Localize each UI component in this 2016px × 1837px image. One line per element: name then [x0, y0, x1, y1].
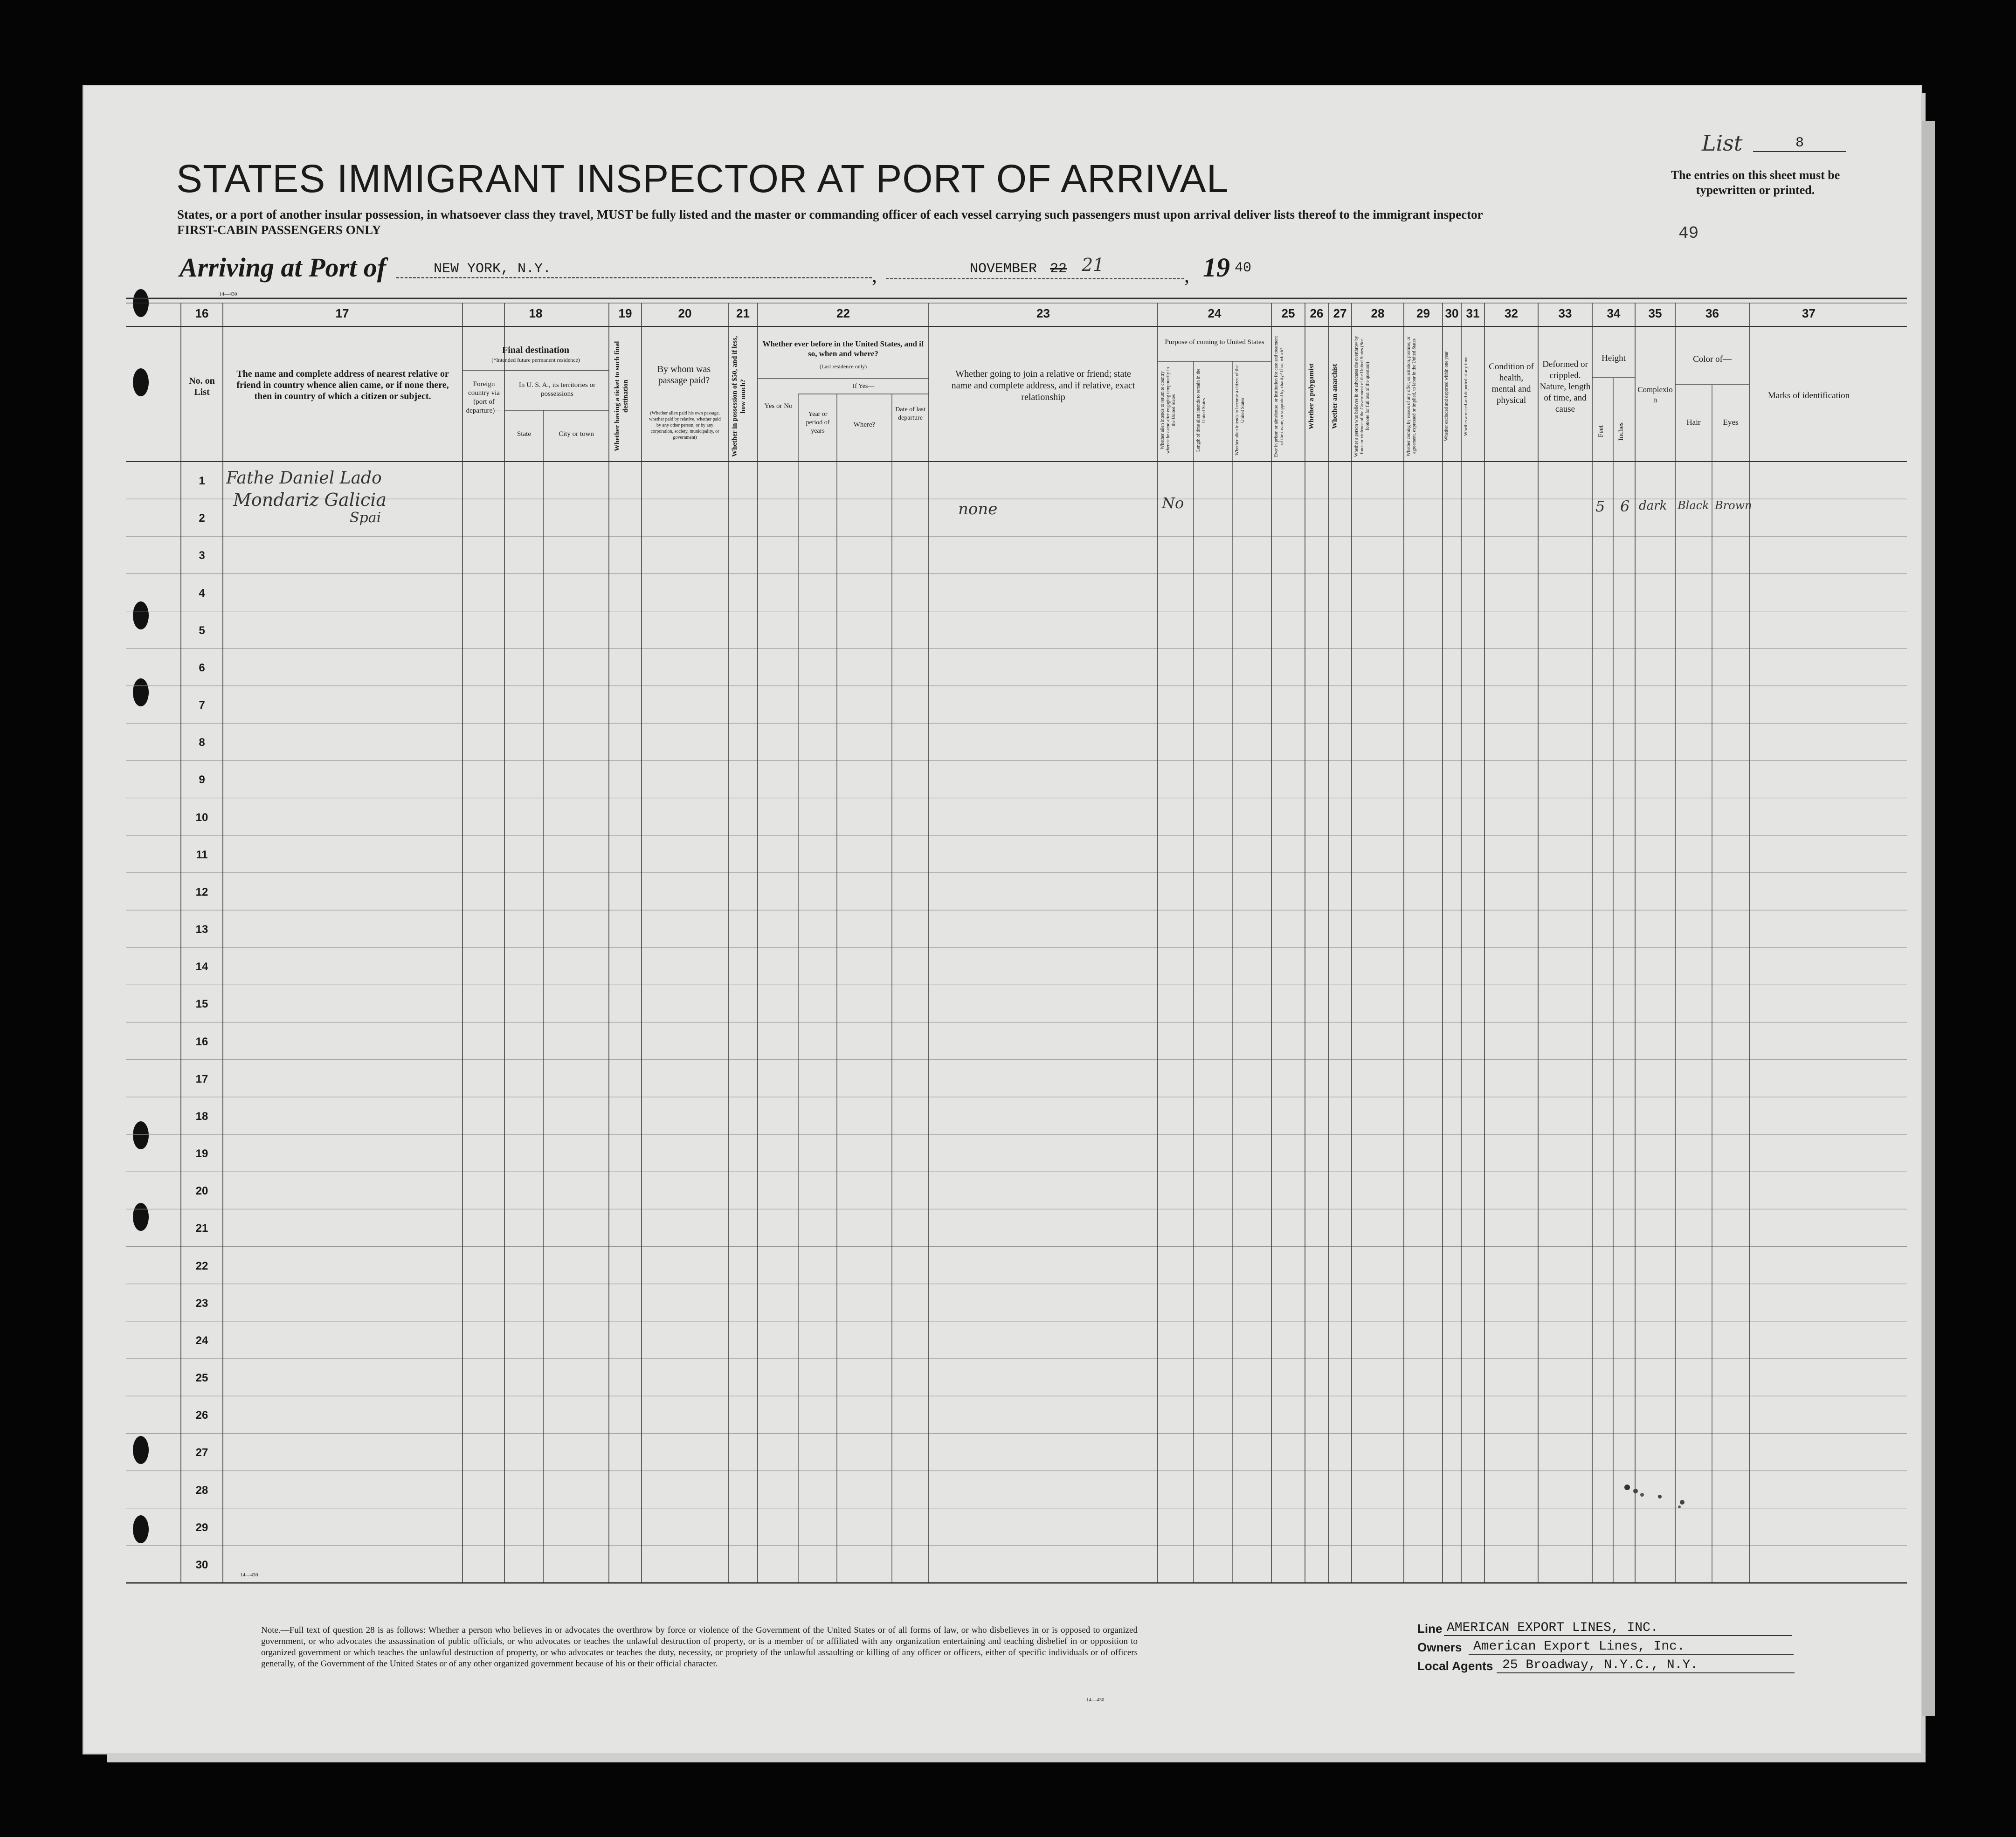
list-label: List	[1702, 131, 1743, 156]
col-22-year: Year or period of years	[806, 411, 830, 435]
col-num-36: 36	[1705, 306, 1719, 320]
row-number: 16	[195, 1035, 208, 1048]
row-number: 8	[199, 736, 205, 749]
row-number: 30	[195, 1558, 208, 1571]
owners-label: Owners	[1417, 1640, 1462, 1654]
col-num-31: 31	[1466, 306, 1480, 320]
row-number: 29	[195, 1521, 208, 1534]
col-34-header: Height	[1602, 353, 1626, 363]
col-29-header: Whether coming by reason of any offer, solicitation, promise, or agreement, expressed or implied, to labor in the United States	[1406, 336, 1417, 456]
row-number: 21	[195, 1222, 208, 1235]
row-number: 15	[195, 998, 208, 1011]
col-26-header: Whether a polygamist	[1308, 363, 1315, 429]
row-number: 28	[195, 1484, 208, 1497]
col-num-20: 20	[678, 306, 692, 320]
col-18-header: Final destination	[502, 345, 569, 355]
col-num-35: 35	[1648, 306, 1662, 320]
row-number: 14	[195, 960, 208, 974]
col-num-16: 16	[195, 306, 209, 320]
row-number: 13	[195, 923, 208, 936]
ink-smudges	[1618, 1478, 1702, 1520]
col-num-23: 23	[1036, 306, 1050, 320]
col-num-17: 17	[335, 306, 349, 320]
row-number: 1	[199, 475, 205, 488]
entry-hair: Black	[1678, 499, 1709, 512]
line-label: Line	[1417, 1622, 1443, 1636]
col-num-30: 30	[1445, 306, 1459, 320]
col-18-usa: In U. S. A., its territories or possessions	[518, 381, 596, 398]
col-35-header: Complexion	[1637, 385, 1673, 404]
date-struck-day: 22	[1050, 261, 1067, 277]
row-number: 2	[199, 512, 205, 525]
row-number: 25	[195, 1372, 208, 1385]
row-number: 7	[199, 699, 205, 712]
col-num-32: 32	[1505, 306, 1518, 320]
col-num-21: 21	[736, 306, 750, 320]
sheet-number: 49	[1678, 224, 1699, 243]
typed-instruction: The entries on this sheet must be typewritten or printed.	[1671, 168, 1840, 197]
entry-relative-line1: Fathe Daniel Lado	[226, 469, 382, 488]
line-value: AMERICAN EXPORT LINES, INC.	[1444, 1621, 1792, 1636]
col-num-25: 25	[1281, 306, 1295, 320]
row-number: 11	[196, 848, 208, 861]
col-18-sub: (*Intended future permanent residence)	[491, 357, 580, 363]
col-36-eyes: Eyes	[1723, 418, 1739, 427]
year-prefix: 19	[1203, 252, 1230, 283]
col-27-header: Whether an anarchist	[1331, 364, 1339, 429]
col-24-c: Whether alien intends to become a citizen of the United States	[1235, 365, 1245, 456]
port-of-arrival: NEW YORK, N.Y.	[396, 261, 872, 278]
col-22-date: Date of last departure	[895, 406, 925, 421]
col-22-where: Where?	[853, 421, 876, 428]
comma-2: ,	[1184, 264, 1189, 287]
entry-complexion: dark	[1639, 499, 1667, 513]
row-number: 3	[199, 549, 205, 562]
agents-value: 25 Broadway, N.Y.C., N.Y.	[1497, 1658, 1795, 1673]
col-num-22: 22	[836, 306, 850, 320]
owners-value: American Export Lines, Inc.	[1469, 1639, 1794, 1655]
col-24-a: Whether alien intends to return to country whence he came after engaging temporarily in the United States	[1160, 367, 1176, 454]
entry-inches: 6	[1620, 497, 1630, 515]
col-22-ifyes: If Yes—	[852, 383, 875, 390]
entry-joining: none	[958, 500, 998, 518]
col-23-header: Whether going to join a relative or friend; state name and complete address, and if relative, exact relationship	[951, 369, 1135, 402]
col-19-header: Whether having a ticket to such final destination	[614, 341, 629, 452]
col-34-feet: Feet	[1597, 425, 1605, 437]
col-28-header: Whether a person who believes in or advocates the overthrow by force or violence of the Government of the United States (See footnote for full text of the question)	[1354, 336, 1370, 457]
date-month: NOVEMBER	[970, 261, 1037, 277]
col-18-city: City or town	[559, 430, 594, 438]
row-number: 18	[195, 1110, 208, 1123]
col-num-27: 27	[1333, 306, 1347, 320]
col-22-header: Whether ever before in the United States, and if so, when and where?	[762, 339, 924, 358]
entry-feet: 5	[1595, 497, 1605, 515]
date-day: 21	[1082, 255, 1105, 275]
col-num-18: 18	[529, 306, 543, 320]
agents-label: Local Agents	[1417, 1659, 1493, 1673]
col-18-foreign: Foreign country via (port of departure)—	[466, 380, 502, 414]
row-number: 22	[195, 1259, 208, 1272]
col-17-header: The name and complete address of nearest relative or friend in country whence alien came, or if none there, then in country of which a citizen or subject.	[236, 369, 449, 401]
entry-relative-line2: Mondariz Galicia	[233, 490, 387, 510]
col-20-sub: (Whether alien paid his own passage, whether paid by relative, whether paid by any other person, or by any corporation, society, municipality, or government)	[649, 411, 721, 440]
year-suffix: 40	[1235, 260, 1252, 276]
col-num-19: 19	[618, 306, 632, 320]
col-24-header: Purpose of coming to United States	[1165, 338, 1264, 346]
page-subtitle: States, or a port of another insular possession, in whatsoever class they travel, MUST be fully listed and the master or commanding officer of each vessel carrying such passengers must upon arrival deliver lists thereof to the immigrant inspector	[177, 207, 1483, 221]
col-25-header: Ever in prison or almshouse, or institution for care and treatment of the insane, or supported by charity? If so, which?	[1274, 336, 1284, 457]
entry-purpose: No	[1162, 494, 1184, 512]
row-number: 10	[195, 811, 208, 824]
row-number: 27	[195, 1446, 208, 1459]
comma-1: ,	[872, 264, 877, 287]
col-31-header: Whether arrested and deported at any time	[1464, 357, 1469, 436]
col-33-header: Deformed or crippled. Nature, length of time, and cause	[1540, 359, 1591, 414]
form-code-top: 14—430	[219, 291, 237, 297]
col-num-29: 29	[1416, 306, 1430, 320]
col-30-header: Whether excluded and deported within one year	[1444, 351, 1449, 442]
col-21-header: Whether in possession of $50, and if less, how much?	[731, 336, 747, 457]
col-34-inches: Inches	[1617, 422, 1625, 441]
row-number: 24	[195, 1334, 208, 1347]
page-title: STATES IMMIGRANT INSPECTOR AT PORT OF ARRIVAL	[176, 157, 1229, 200]
col-22-sub: (Last residence only)	[819, 363, 867, 370]
col-num-26: 26	[1310, 306, 1324, 320]
row-number: 6	[199, 661, 205, 674]
row-number: 17	[195, 1072, 208, 1085]
col-16-header: No. on List	[189, 376, 215, 397]
col-37-header: Marks of identification	[1767, 391, 1850, 401]
form-code-bottom: 14—430	[1086, 1697, 1105, 1703]
col-22-yesno: Yes or No	[764, 402, 793, 410]
arriving-label: Arriving at Port of	[180, 252, 387, 283]
col-24-b: Length of time alien intends to remain in the United States	[1196, 368, 1207, 452]
class-line: FIRST-CABIN PASSENGERS ONLY	[177, 223, 381, 237]
row-number: 19	[195, 1147, 208, 1160]
col-num-24: 24	[1208, 306, 1222, 320]
row-number: 9	[199, 773, 205, 787]
col-32-header: Condition of health, mental and physical	[1489, 362, 1534, 405]
col-36-hair: Hair	[1686, 418, 1701, 427]
col-num-37: 37	[1802, 306, 1816, 320]
col-num-34: 34	[1607, 306, 1621, 320]
col-num-33: 33	[1558, 306, 1572, 320]
row-number: 5	[199, 624, 205, 637]
row-number: 20	[195, 1185, 208, 1198]
col-18-state: State	[517, 430, 531, 438]
row-number: 23	[195, 1297, 208, 1310]
row-number: 12	[195, 885, 208, 898]
form-code-bottom-left: 14—430	[240, 1572, 258, 1578]
entry-relative-line3: Spai	[350, 510, 381, 526]
col-num-28: 28	[1371, 306, 1385, 320]
col-36-header: Color of—	[1693, 354, 1732, 364]
col-20-header: By whom was passage paid?	[657, 364, 711, 386]
row-number: 26	[195, 1409, 208, 1422]
entry-eyes: Brown	[1715, 499, 1752, 512]
row-number: 4	[199, 587, 205, 600]
footnote-question-28: Note.—Full text of question 28 is as follows: Whether a person who believes in or advocates the overthrow by force or violence of the Government of the United States or of all forms of law, or who disbelieves in or is opposed to organized government, or who advocates the assassination of public officials, or who advocates or teaches the unlawful destruction of property, or is a member of or affiliated with any organization entertaining and teaching disbelief in or opposition to organized government or which teaches the unlawful destruction of property, or who advocates or teaches the duty, necessity, or propriety of the unlawful assaulting or killing of any officer or officers, either of specific individuals or of officers generally, of the Government of the United States or of any other organized government because of his or their official character.	[261, 1625, 1138, 1669]
list-number: 8	[1753, 135, 1846, 152]
